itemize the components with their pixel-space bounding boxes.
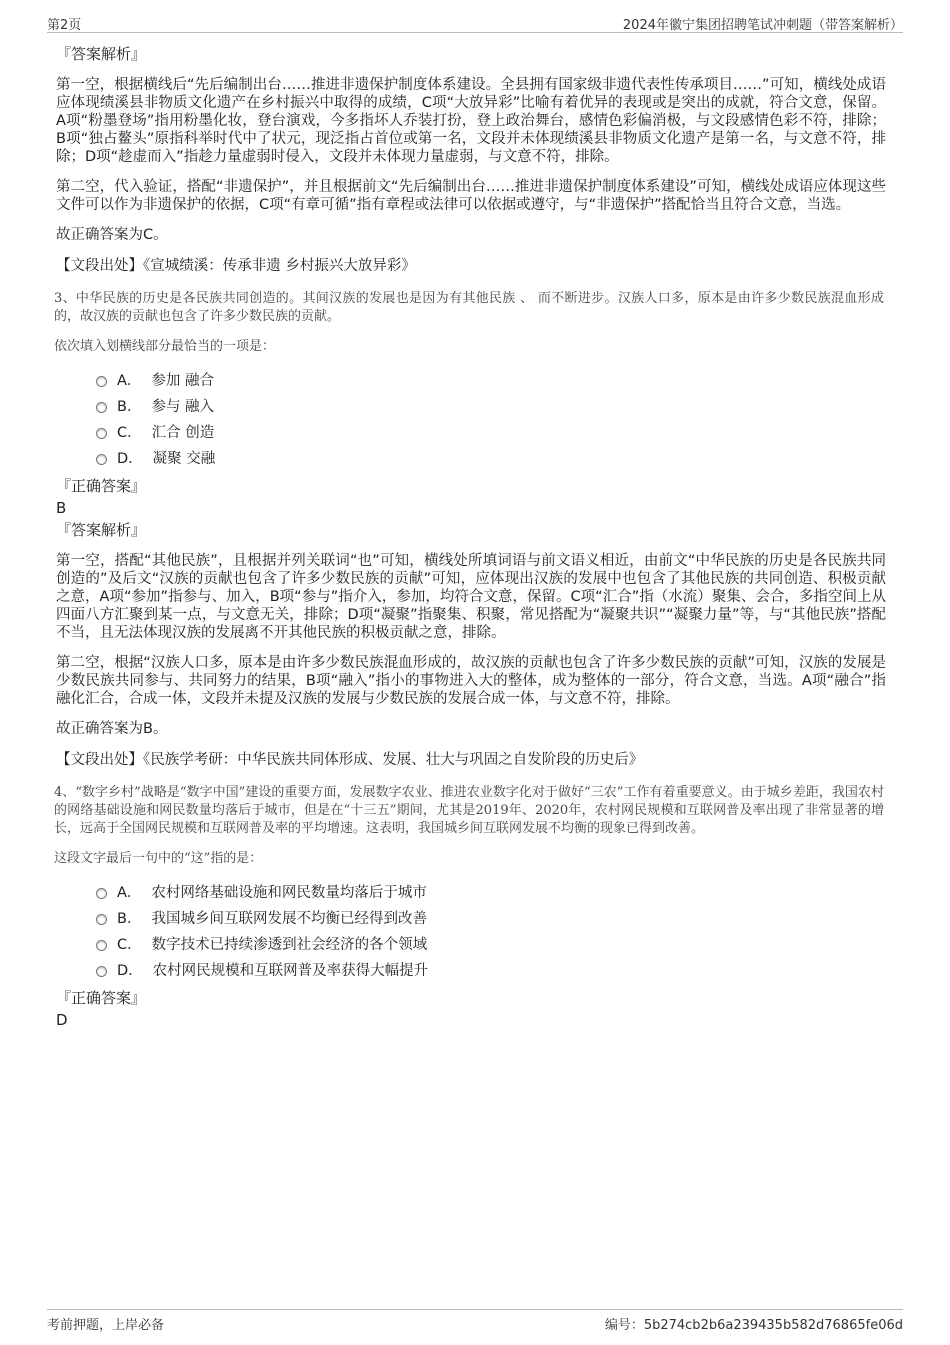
- option-text: 我国城乡间互联网发展不均衡已经得到改善: [151, 911, 427, 927]
- option-text: 数字技术已持续渗透到社会经济的各个领域: [151, 937, 428, 953]
- answer-conclusion: 故正确答案为B。: [56, 721, 168, 737]
- question-stem: 3、中华民族的历史是各民族共同创造的。其间汉族的发展也是因为有其他民族 、 而不断进步。汉族人口多，原本是由许多少数民族混血形成的，故汉族的贡献也包含了许多少数民族的贡献。: [54, 291, 884, 324]
- option-c[interactable]: C． 汇合 创造: [96, 420, 886, 446]
- option-list: [96, 368, 886, 472]
- page-content: [56, 44, 886, 1032]
- option-d[interactable]: D． 凝聚 交融: [96, 446, 886, 472]
- analysis-paragraph: 第二空，代入验证，搭配“非遗保护”，并且根据前文“先后编制出台……推进非遗保护制度体系建设”可知，横线处成语应体现这些文件可以作为非遗保护的依据，C项“有章可循”指有章程或法律可以依据或遵守，与“非遗保护”搭配恰当且符合文意，当选。: [56, 179, 886, 213]
- option-list: [96, 880, 886, 984]
- document-id: 编号：5b274cb2b6a239435b582d76865fe06d: [604, 1318, 903, 1333]
- radio-button[interactable]: [96, 402, 107, 413]
- option-text: 农村网络基础设施和网民数量均落后于城市: [151, 885, 427, 901]
- question-prompt: 依次填入划横线部分最恰当的一项是：: [54, 339, 276, 354]
- radio-button[interactable]: [96, 966, 107, 977]
- passage-source: 【文段出处】《民族学考研：中华民族共同体形成、发展、壮大与巩固之自发阶段的历史后》: [56, 752, 644, 768]
- page-footer: [47, 1309, 903, 1334]
- question-prompt: 这段文字最后一句中的“这”指的是：: [54, 851, 263, 866]
- option-text: 农村网民规模和互联网普及率获得大幅提升: [152, 963, 429, 979]
- analysis-paragraph: 第一空，根据横线后“先后编制出台……推进非遗保护制度体系建设。全县拥有国家级非遗代表性传承项目……”可知，横线处成语应体现绩溪县非物质文化遗产在乡村振兴中取得的成绩，C项“大放异彩”比喻有着优异的表现或是突出的成就，符合文意，保留。A项“粉墨登场”指用粉墨化妆，登台演戏，今多指坏人乔装打扮，登上政治舞台，感情色彩偏消极，与文段感情色彩不符，排除；B项“独占鳌头”原指科举时代中了状元，现泛指占首位或第一名，文段并未体现绩溪县非物质文化遗产是第一名，与文意不符，排除；D项“趁虚而入”指趁力量虚弱时侵入，文段并未体现力量虚弱，与文意不符，排除。: [56, 77, 886, 165]
- question-stem: 4、“数字乡村”战略是“数字中国”建设的重要方面，发展数字农业、推进农业数字化对于做好“三农”工作有着重要意义。由于城乡差距，我国农村的网络基础设施和网民数量均落后于城市，但是在“十三五”期间，尤其是2019年、2020年，农村网民规模和互联网普及率出现了非常显著的增长，远高于全国网民规模和互联网普及率的平均增速。这表明，我国城乡间互联网发展不均衡的现象已得到改善。: [54, 785, 884, 836]
- analysis-paragraph: 第一空，搭配“其他民族”，且根据并列关联词“也”可知，横线处所填词语与前文语义相近，由前文“中华民族的历史是各民族共同创造的”及后文“汉族的贡献也包含了许多少数民族的贡献”可知，应体现出汉族的发展中也包含了其他民族的共同创造、积极贡献之意，A项“参加”指参与、加入，B项“参与”指介入，参加，均符合文意，保留。C项“汇合”指（水流）聚集、会合，多指空间上从四面八方汇聚到某一点，与文意无关，排除；D项“凝聚”指聚集、积聚，常见搭配为“凝聚共识”“凝聚力量”等，与“其他民族”搭配不当，且无法体现汉族的发展离不开其他民族的积极贡献之意，排除。: [56, 553, 886, 641]
- correct-answer: B: [56, 499, 67, 517]
- radio-button[interactable]: [96, 940, 107, 951]
- correct-answer: D: [56, 1011, 68, 1029]
- radio-button[interactable]: [96, 888, 107, 899]
- option-b[interactable]: B． 我国城乡间互联网发展不均衡已经得到改善: [96, 906, 886, 932]
- correct-answer-label: 『正确答案』: [56, 477, 147, 495]
- option-c[interactable]: C． 数字技术已持续渗透到社会经济的各个领域: [96, 932, 886, 958]
- page-number: 第2页: [47, 18, 82, 33]
- radio-button[interactable]: [96, 428, 107, 439]
- passage-source: 【文段出处】《宣城绩溪：传承非遗 乡村振兴大放异彩》: [56, 258, 416, 274]
- page-header: [47, 12, 903, 33]
- radio-button[interactable]: [96, 454, 107, 465]
- option-d[interactable]: D． 农村网民规模和互联网普及率获得大幅提升: [96, 958, 886, 984]
- option-b[interactable]: B． 参与 融入: [96, 394, 886, 420]
- radio-button[interactable]: [96, 914, 107, 925]
- correct-answer-label: 『正确答案』: [56, 989, 147, 1007]
- analysis-paragraph: 第二空，根据“汉族人口多，原本是由许多少数民族混血形成的，故汉族的贡献也包含了许多少数民族的贡献”可知，汉族的发展是少数民族共同参与、共同努力的结果，B项“融入”指小的事物进入大的整体，成为整体的一部分，符合文意，当选。A项“融合”指融化汇合，合成一体，文段并未提及汉族的发展与少数民族的发展合成一体，与文意不符，排除。: [56, 655, 886, 707]
- analysis-label: 『答案解析』: [56, 521, 147, 539]
- radio-button[interactable]: [96, 376, 107, 387]
- option-text: 凝聚 交融: [152, 451, 216, 467]
- option-text: 汇合 创造: [151, 425, 215, 441]
- answer-conclusion: 故正确答案为C。: [56, 227, 168, 243]
- option-a[interactable]: A． 参加 融合: [96, 368, 886, 394]
- option-a[interactable]: A． 农村网络基础设施和网民数量均落后于城市: [96, 880, 886, 906]
- option-text: 参与 融入: [151, 399, 215, 415]
- option-text: 参加 融合: [151, 373, 215, 389]
- analysis-label: 『答案解析』: [56, 45, 147, 63]
- document-title: 2024年徽宁集团招聘笔试冲刺题（带答案解析）: [622, 18, 903, 33]
- footer-slogan: 考前押题，上岸必备: [47, 1318, 165, 1333]
